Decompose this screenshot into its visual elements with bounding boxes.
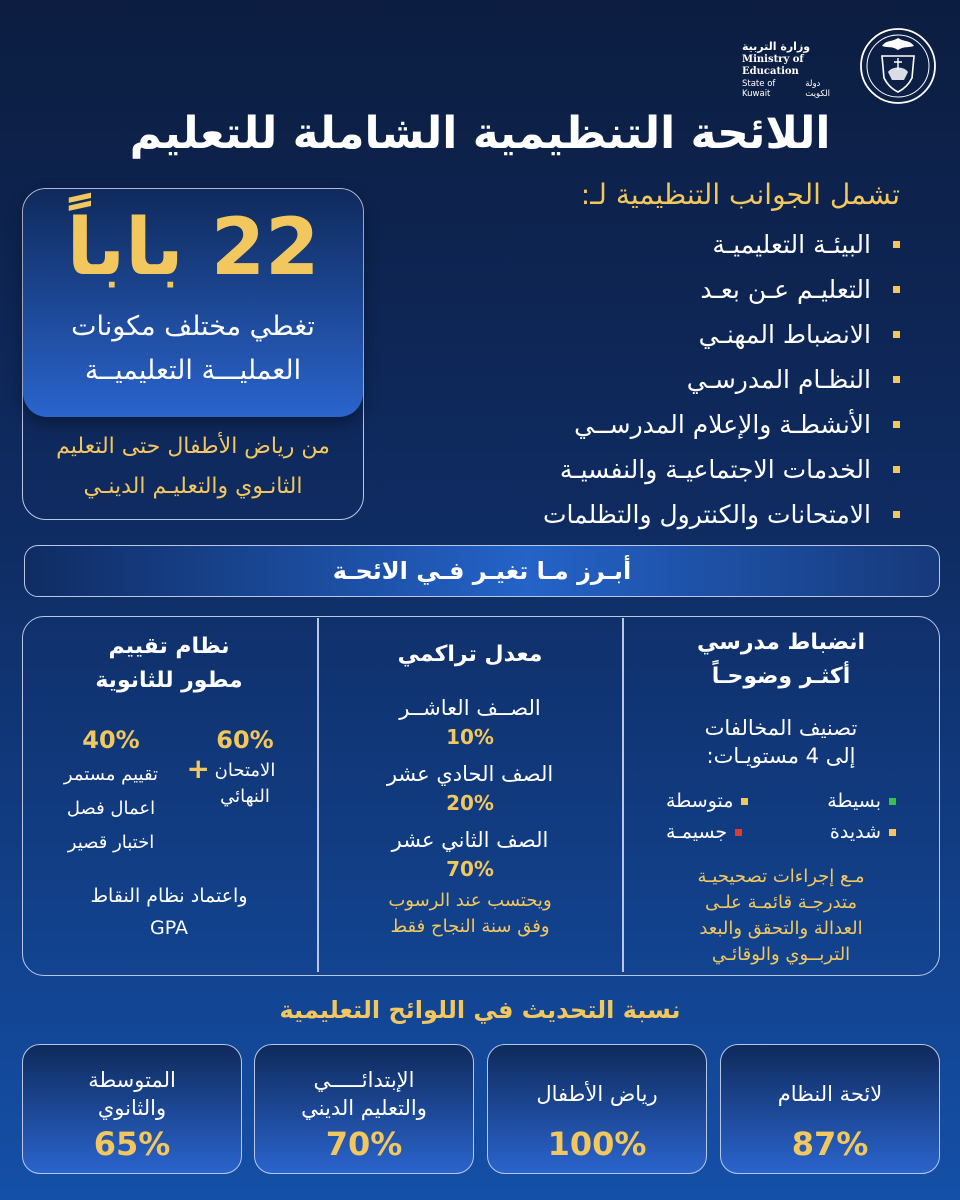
list-item-label: الانضباط المهنـي xyxy=(698,320,871,349)
update-title: نسبة التحديث في اللوائح التعليمية xyxy=(279,996,681,1024)
bullet-square-icon xyxy=(893,511,900,518)
list-item-label: البيئـة التعليميـة xyxy=(712,230,871,259)
chapters-range-line2: الثانـوي والتعليـم الدينـي xyxy=(83,474,303,499)
level-dot-icon xyxy=(889,829,896,836)
cumulative-note xyxy=(318,888,622,940)
update-card xyxy=(22,1044,242,1174)
list-item xyxy=(420,447,900,492)
gpa-line2: GPA xyxy=(150,917,188,939)
procedures-text xyxy=(624,864,938,968)
level-item xyxy=(666,786,748,817)
continuous-percent: 40% xyxy=(82,726,140,754)
final-exam-percent: 60% xyxy=(216,726,274,754)
list-item-label: الامتحانات والكنترول والتظلمات xyxy=(542,500,871,529)
level-label: بسيطة xyxy=(827,790,881,812)
discipline-title xyxy=(624,626,938,694)
chapters-description-line1: تغطي مختلف مكونات xyxy=(71,311,315,342)
gpa-text xyxy=(22,880,316,944)
evaluation-column xyxy=(22,618,316,972)
list-item xyxy=(420,222,900,267)
update-card-label xyxy=(255,1063,473,1125)
grade-percent: 20% xyxy=(446,791,494,815)
list-item xyxy=(420,312,900,357)
evaluation-title xyxy=(22,630,316,698)
grade-label: الصف الثاني عشر xyxy=(391,828,549,852)
bullet-square-icon xyxy=(893,331,900,338)
page-title: اللائحة التنظيمية الشاملة للتعليم xyxy=(129,108,831,159)
discipline-title-line1: انضباط مدرسي xyxy=(696,630,866,655)
list-item xyxy=(420,402,900,447)
grade-label: الصــف العاشــر xyxy=(399,696,541,720)
chapters-range-line1: من رياض الأطفال حتى التعليم xyxy=(56,434,330,459)
level-item xyxy=(830,817,896,848)
bullet-square-icon xyxy=(893,421,900,428)
classification-text xyxy=(624,714,938,770)
final-exam-label: الامتحان xyxy=(214,760,276,781)
level-dot-icon xyxy=(741,798,748,805)
evaluation-title-line1: نظام تقييم xyxy=(108,634,230,659)
bullet-square-icon xyxy=(893,241,900,248)
list-item-label: النظـام المدرسـي xyxy=(686,365,871,394)
grade-percent: 70% xyxy=(446,857,494,881)
level-label: شديدة xyxy=(829,821,881,843)
chapters-card-highlight xyxy=(23,189,363,417)
update-card xyxy=(254,1044,474,1174)
classification-line1: تصنيف المخالفات xyxy=(704,716,858,740)
level-item xyxy=(666,817,742,848)
update-card-label xyxy=(23,1063,241,1125)
final-exam-block xyxy=(200,722,290,810)
list-item xyxy=(420,357,900,402)
ministry-name-en: Ministry of Education xyxy=(742,53,804,78)
update-card-label xyxy=(721,1063,939,1125)
chapters-card xyxy=(22,188,364,520)
procedures-line: مـع إجراءات تصحيحيـة xyxy=(697,866,865,887)
final-exam-label: النهائي xyxy=(220,786,270,807)
state-line xyxy=(742,79,847,100)
aspects-list xyxy=(420,222,900,537)
plus-icon: + xyxy=(186,752,210,785)
kuwait-emblem-icon xyxy=(858,26,938,106)
list-item xyxy=(420,267,900,312)
procedures-line: العدالة والتحقق والبعد xyxy=(699,918,863,939)
state-name-ar: دولة الكويت xyxy=(805,78,831,100)
continuous-block xyxy=(46,722,176,860)
classification-line2: إلى 4 مستويـات: xyxy=(706,744,856,768)
update-card-label-line2: والثانوي xyxy=(97,1096,167,1120)
level-dot-icon xyxy=(889,798,896,805)
gpa-line1: واعتماد نظام النقاط xyxy=(90,885,248,907)
procedures-line: متدرجـة قائمـة علـى xyxy=(704,892,858,913)
list-item xyxy=(420,492,900,537)
discipline-title-line2: أكثـر وضوحـاً xyxy=(711,664,851,689)
list-item-label: الخدمات الاجتماعيـة والنفسيـة xyxy=(559,455,871,484)
evaluation-breakdown xyxy=(22,722,316,852)
level-label: متوسطة xyxy=(666,790,734,812)
grades-list xyxy=(318,694,622,884)
cumulative-note-line1: ويحتسب عند الرسوب xyxy=(388,890,552,911)
update-card-value: 70% xyxy=(325,1125,403,1163)
aspects-title: تشمل الجوانب التنظيمية لـ: xyxy=(580,178,900,211)
update-card xyxy=(487,1044,707,1174)
update-card-value: 87% xyxy=(791,1125,869,1163)
state-name-en: State of Kuwait xyxy=(742,78,776,100)
cumulative-note-line2: وفق سنة النجاح فقط xyxy=(390,916,550,937)
continuous-item: تقييم مستمر xyxy=(63,764,159,785)
grade-label: الصف الحادي عشر xyxy=(386,762,554,786)
update-card-label-line1: رياض الأطفال xyxy=(536,1082,658,1106)
update-card-value: 100% xyxy=(547,1125,647,1163)
update-card xyxy=(720,1044,940,1174)
list-item-label: التعليـم عـن بعـد xyxy=(700,275,871,304)
chapters-range xyxy=(23,427,363,507)
ministry-logo-text xyxy=(742,40,852,100)
grade-percent: 10% xyxy=(446,725,494,749)
procedures-line: التربــوي والوقائـي xyxy=(711,944,851,965)
level-label: جسيمـة xyxy=(666,821,728,843)
continuous-item: اختبار قصير xyxy=(67,832,155,853)
bullet-square-icon xyxy=(893,286,900,293)
bullet-square-icon xyxy=(893,376,900,383)
update-card-label xyxy=(488,1063,706,1125)
list-item-label: الأنشطـة والإعلام المدرســي xyxy=(574,410,871,439)
level-dot-icon xyxy=(735,829,742,836)
discipline-column xyxy=(624,618,938,972)
update-card-label-line1: الإبتدائـــــي xyxy=(313,1068,415,1092)
evaluation-title-line2: مطور للثانوية xyxy=(95,668,243,693)
violation-levels xyxy=(666,786,896,848)
continuous-item: اعمال فصل xyxy=(66,798,156,819)
cumulative-column xyxy=(318,618,622,972)
ministry-name-ar: وزارة التربية xyxy=(742,40,811,53)
chapters-description-line2: العمليـــة التعليميــة xyxy=(84,355,302,386)
update-card-label-line1: المتوسطة xyxy=(88,1068,176,1092)
chapters-count: 22 باباً xyxy=(66,203,320,293)
level-item xyxy=(827,786,896,817)
chapters-description xyxy=(23,305,363,393)
update-card-label-line2: والتعليم الديني xyxy=(301,1096,427,1120)
update-card-label-line1: لائحة النظام xyxy=(777,1082,883,1106)
bullet-square-icon xyxy=(893,466,900,473)
cumulative-title: معدل تراكمي xyxy=(397,642,543,667)
changes-banner: أبـرز مـا تغيـر فـي الائحـة xyxy=(24,545,940,597)
update-card-value: 65% xyxy=(93,1125,171,1163)
